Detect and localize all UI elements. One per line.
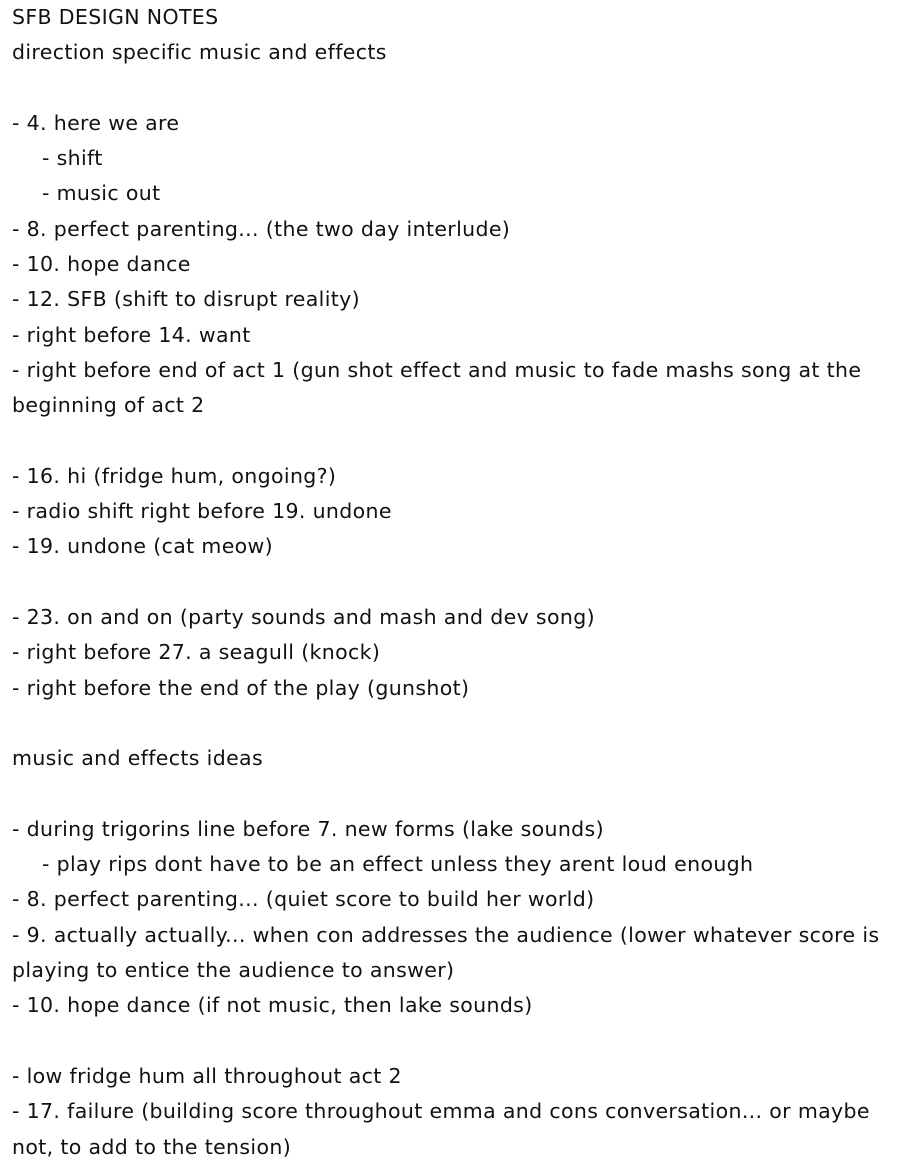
spacer	[12, 777, 907, 812]
list-item: - 16. hi (fridge hum, ongoing?)	[12, 463, 337, 488]
list-subitem: - shift	[42, 146, 103, 171]
list-item: - right before 14. want	[12, 322, 251, 347]
document-subtitle: direction specific music and effects	[12, 40, 387, 65]
list-item: - 19. undone (cat meow)	[12, 534, 274, 559]
list-item: - 9. actually actually... when con addresses the audience (lower whatever score is playing to entice the audience to answer)	[12, 922, 880, 983]
notes-document	[12, 0, 907, 1165]
list-item: - 10. hope dance	[12, 252, 191, 277]
section-ideas	[12, 812, 907, 1024]
list-item: - during trigorins line before 7. new forms (lake sounds)	[12, 816, 604, 841]
spacer	[12, 706, 907, 741]
list-item: - right before end of act 1 (gun shot effect and music to fade mashs song at the beginning of act 2	[12, 357, 862, 418]
section-act2-cues	[12, 459, 907, 565]
list-item: - 17. failure (building score throughout emma and cons conversation... or maybe not, to add to the tension)	[12, 1099, 870, 1159]
list-item: - right before 27. a seagull (knock)	[12, 640, 381, 665]
list-subitem: - play rips dont have to be an effect unless they arent loud enough	[42, 852, 754, 877]
spacer	[12, 71, 907, 106]
section-ideas-act2	[12, 1059, 907, 1165]
list-item: - 10. hope dance (if not music, then lake sounds)	[12, 993, 533, 1018]
list-item: - radio shift right before 19. undone	[12, 499, 392, 524]
list-item: - 4. here we are	[12, 110, 180, 135]
list-item: - 8. perfect parenting... (quiet score to build her world)	[12, 887, 595, 912]
section-direction-cues	[12, 106, 907, 424]
section-late-cues	[12, 600, 907, 706]
list-subitem: - music out	[42, 181, 161, 206]
list-item: - 12. SFB (shift to disrupt reality)	[12, 287, 360, 312]
document-title: SFB DESIGN NOTES	[12, 5, 219, 29]
ideas-heading: music and effects ideas	[12, 746, 263, 771]
spacer	[12, 565, 907, 600]
list-item: - 8. perfect parenting... (the two day interlude)	[12, 216, 511, 241]
spacer	[12, 424, 907, 459]
list-item: - 23. on and on (party sounds and mash and dev song)	[12, 605, 595, 630]
list-item: - low fridge hum all throughout act 2	[12, 1063, 402, 1088]
list-item: - right before the end of the play (gunshot)	[12, 675, 470, 700]
spacer	[12, 1024, 907, 1059]
